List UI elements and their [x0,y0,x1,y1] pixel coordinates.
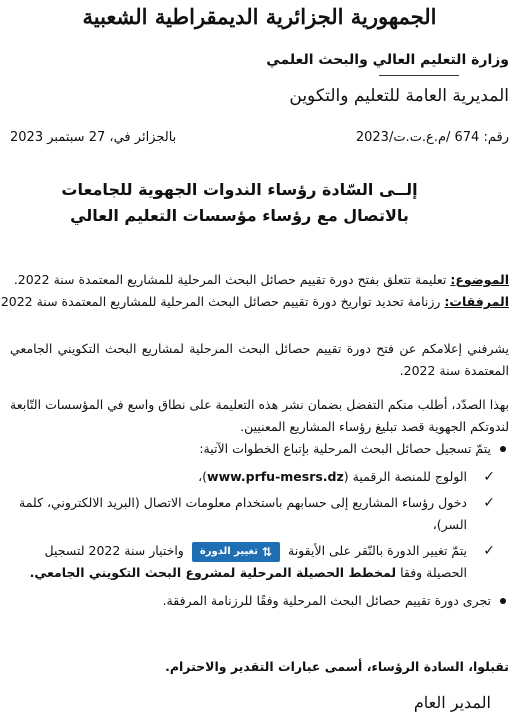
step1-prefix: الولوج للمنصة الرقمية ( [343,469,467,484]
check-icon: ✓ [483,543,495,559]
subject-line [10,269,509,291]
bullet-icon [500,598,506,604]
country-name: الجمهورية الجزائرية الديمقراطية الشعبية [82,4,437,29]
recipient-block [60,177,419,229]
attachments-text: رزنامة تحديد تواريخ دورة تقييم حصائل البحث المرحلية للمشاريع المعتمدة سنة 2022 [0,294,441,309]
subject-text: تعليمة تتعلق بفتح دورة تقييم حصائل البحث المرحلية للمشاريع المعتمدة سنة 2022. [13,272,451,287]
body-paragraph-2: بهذا الصدّد، أطلب منكم التفضل بضمان نشر هذه التعليمة على نطاق واسع في المؤسسات التّابعة لندوتكم الجهوية قصد تبليغ رؤساء المشاريع المعنيين. [10,397,509,434]
place-date: بالجزائر في، 27 سبتمبر 2023 [10,130,177,145]
check-icon: ✓ [483,495,495,511]
step-item-2 [10,492,509,536]
change-session-label: تغيير الدورة [199,545,258,557]
refresh-icon: ⇅ [261,544,273,559]
platform-link[interactable]: www.prfu-mesrs.dz [207,469,344,484]
letter-body [10,338,509,450]
body-paragraph-1: يشرفني إعلامكم عن فتح دورة تقييم حصائل البحث المرحلية لمشاريع البحث التكويني الجامعي المعتمدة سنة 2022. [10,341,509,378]
steps-intro-item [10,438,509,460]
check-icon: ✓ [483,469,495,485]
attachments-line [0,291,509,313]
final-step-item [10,590,509,612]
recipient-line-2: بالاتصال مع رؤساء مؤسسات التعليم العالي [70,206,409,225]
steps-intro: يتمّ تسجيل حصائل البحث المرحلية بإتباع الخطوات الآتية: [199,441,491,456]
header-divider [379,75,459,76]
attachments-label: المرفقات: [444,294,509,309]
directorate-name: المديرية العامة للتعليم والتكوين [289,86,509,106]
bullet-icon [500,446,506,452]
change-session-button[interactable] [192,542,280,562]
step-item-3 [10,540,509,584]
signature-title: المدير العام [413,693,491,712]
step1-suffix: )، [198,469,208,484]
ministry-name: وزارة التعليم العالي والبحث العلمي [266,52,509,68]
step3-after: واختيار سنة 2022 لتسجيل الحصيلة وفقا [44,543,467,580]
reference-number: رقم: 674 /م.ع.ت.ت/2023 [355,130,509,145]
closing-text: تقبلوا، السادة الرؤساء، أسمى عبارات التقدير والاحترام. [165,659,509,674]
step3-before: يتمّ تغيير الدورة بالنّقر على الأيقونة [288,543,467,558]
subject-block [0,269,509,313]
steps-section [10,438,509,612]
step2-text: دخول رؤساء المشاريع إلى حسابهم باستخدام معلومات الاتصال (البريد الالكتروني، كلمة السر)، [19,495,467,532]
step3-bold: لمخطط الحصيلة المرحلية لمشروع البحث التكويني الجامعي. [29,565,397,580]
recipient-line-1: إلــى السّادة رؤساء الندوات الجهوية للجامعات [61,180,418,199]
final-step-text: تجرى دورة تقييم حصائل البحث المرحلية وفقًا للرزنامة المرفقة. [162,593,491,608]
step-item-1 [10,466,509,488]
steps-list [10,466,509,584]
subject-label: الموضوع: [450,272,509,287]
